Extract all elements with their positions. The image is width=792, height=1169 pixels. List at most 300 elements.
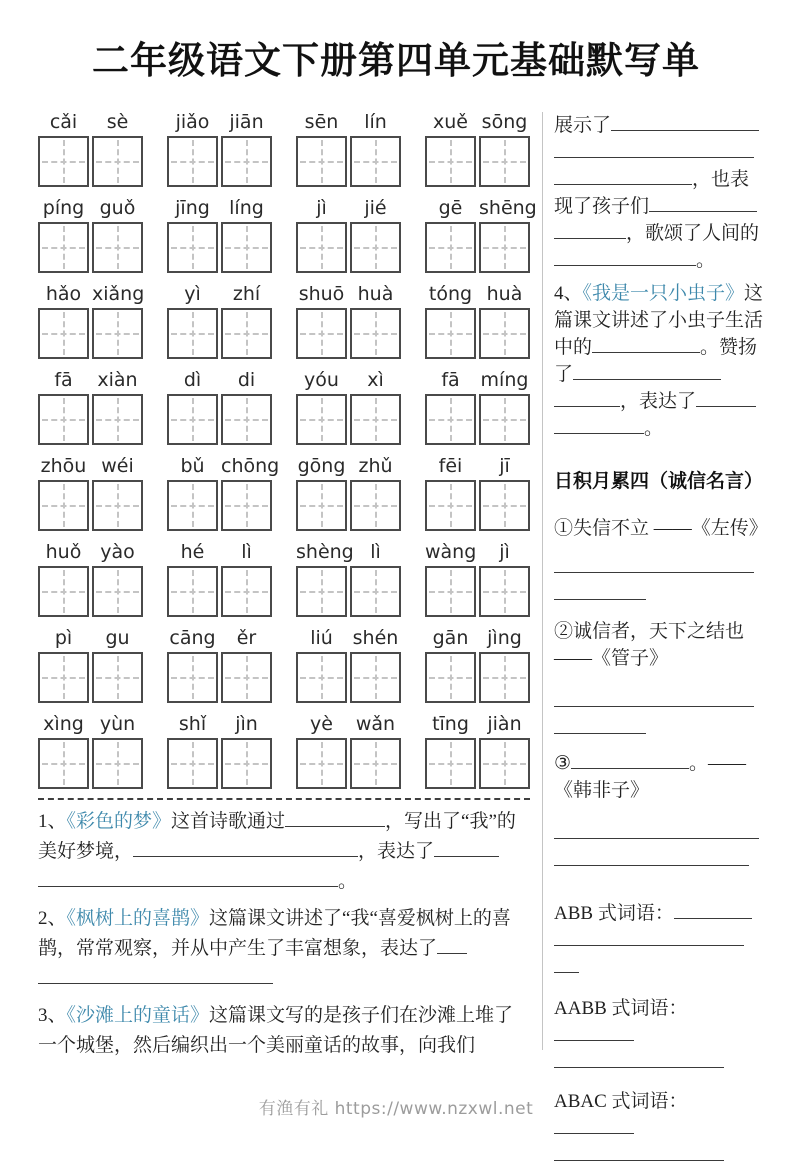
pinyin-labels xyxy=(296,454,401,478)
character-boxes xyxy=(38,480,143,531)
character-boxes xyxy=(167,566,272,617)
character-boxes xyxy=(296,652,401,703)
pinyin-labels xyxy=(167,368,272,392)
character-boxes xyxy=(425,308,530,359)
pinyin-labels xyxy=(38,196,143,220)
pinyin-labels xyxy=(425,626,530,650)
character-box[interactable] xyxy=(296,480,347,531)
character-box[interactable] xyxy=(38,738,89,789)
paragraph xyxy=(554,900,766,981)
pinyin-syllable: lín xyxy=(364,111,387,133)
character-box[interactable] xyxy=(92,566,143,617)
pinyin-syllable: xìng xyxy=(43,713,84,735)
pinyin-labels xyxy=(425,454,530,478)
blank-line[interactable] xyxy=(571,753,689,769)
pinyin-word-pair xyxy=(296,712,401,789)
dashed-separator xyxy=(38,798,530,800)
blank-line[interactable] xyxy=(592,337,700,353)
character-boxes xyxy=(425,394,530,445)
pinyin-word-pair xyxy=(38,454,143,531)
character-box[interactable] xyxy=(479,136,530,187)
text-run: ABAC 式词语： xyxy=(554,1091,688,1112)
character-box[interactable] xyxy=(38,394,89,445)
pinyin-labels xyxy=(167,712,272,736)
pinyin-word-pair xyxy=(425,196,537,273)
pinyin-syllable: huǒ xyxy=(45,541,82,563)
pinyin-row xyxy=(38,454,530,531)
pinyin-syllable: hǎo xyxy=(45,283,82,305)
pinyin-word-pair xyxy=(425,368,530,445)
blank-line[interactable] xyxy=(554,1145,724,1161)
pinyin-syllable: yóu xyxy=(304,369,339,391)
pinyin-syllable: pì xyxy=(54,627,73,649)
blank-line[interactable] xyxy=(554,691,754,707)
character-boxes xyxy=(167,308,272,359)
blank-line[interactable] xyxy=(554,718,646,734)
text-run: 。 xyxy=(696,250,716,271)
pinyin-syllable: ěr xyxy=(236,627,257,649)
pinyin-syllable: shén xyxy=(352,627,399,649)
pinyin-labels xyxy=(425,368,530,392)
pinyin-syllable: jīng xyxy=(175,197,210,219)
pinyin-syllable: shǐ xyxy=(178,713,207,735)
column-divider xyxy=(542,112,543,1050)
character-boxes xyxy=(38,394,143,445)
pinyin-word-pair xyxy=(425,540,530,617)
pinyin-labels xyxy=(296,196,401,220)
pinyin-word-pair xyxy=(425,110,530,187)
character-box[interactable] xyxy=(92,222,143,273)
blank-line[interactable] xyxy=(649,196,757,212)
character-boxes xyxy=(167,652,272,703)
pinyin-syllable: jìn xyxy=(235,713,258,735)
character-box[interactable] xyxy=(296,222,347,273)
blank-line[interactable] xyxy=(554,1118,634,1134)
lesson-title-text: 《沙滩上的童话》 xyxy=(66,1005,210,1026)
pinyin-syllable: xiǎng xyxy=(92,283,145,305)
blank-line[interactable] xyxy=(554,391,620,407)
character-box[interactable] xyxy=(425,652,476,703)
pinyin-labels xyxy=(425,540,530,564)
blank-line[interactable] xyxy=(674,903,752,919)
pinyin-word-pair xyxy=(425,282,530,359)
pinyin-word-pair xyxy=(38,110,143,187)
pinyin-syllable: liú xyxy=(310,627,333,649)
pinyin-syllable: wàng xyxy=(425,541,477,563)
pinyin-row xyxy=(38,196,537,273)
character-box[interactable] xyxy=(38,480,89,531)
character-boxes xyxy=(296,738,401,789)
character-box[interactable] xyxy=(296,652,347,703)
character-box[interactable] xyxy=(92,652,143,703)
character-boxes xyxy=(167,222,272,273)
pinyin-syllable: fā xyxy=(54,369,73,391)
blank-line[interactable] xyxy=(434,841,499,857)
blank-line[interactable] xyxy=(554,850,749,866)
pinyin-syllable: jié xyxy=(364,197,387,219)
blank-line[interactable] xyxy=(696,391,756,407)
character-boxes xyxy=(425,566,530,617)
blank-line[interactable] xyxy=(573,364,721,380)
character-boxes xyxy=(425,222,530,273)
blank-line[interactable] xyxy=(554,930,744,946)
pinyin-labels xyxy=(38,540,143,564)
paragraph xyxy=(554,820,766,874)
paragraph xyxy=(554,750,766,804)
text-run: 展示了 xyxy=(554,115,612,136)
pinyin-syllable: huà xyxy=(357,283,394,305)
pinyin-syllable: chōng xyxy=(221,455,280,477)
pinyin-word-pair xyxy=(425,712,530,789)
text-run: ，表达了 xyxy=(358,841,435,862)
character-boxes xyxy=(38,566,143,617)
character-box[interactable] xyxy=(350,222,401,273)
character-boxes xyxy=(296,480,401,531)
character-box[interactable] xyxy=(92,136,143,187)
pinyin-labels xyxy=(167,110,272,134)
character-box[interactable] xyxy=(425,394,476,445)
pinyin-syllable: jiān xyxy=(229,111,264,133)
character-box[interactable] xyxy=(92,308,143,359)
question xyxy=(38,904,530,994)
text-run: ①失信不立 ——《左传》 xyxy=(554,518,768,539)
pinyin-syllable: lì xyxy=(241,541,252,563)
pinyin-labels xyxy=(38,368,143,392)
pinyin-labels xyxy=(296,626,401,650)
pinyin-labels xyxy=(425,196,537,220)
character-box[interactable] xyxy=(167,222,218,273)
blank-line[interactable] xyxy=(554,142,754,158)
pinyin-syllable: gān xyxy=(432,627,469,649)
text-run: ②诚信者，天下之结也——《管子》 xyxy=(554,621,745,669)
pinyin-syllable: jiàn xyxy=(487,713,522,735)
character-boxes xyxy=(167,480,272,531)
pinyin-word-pair xyxy=(296,282,401,359)
text-run: 4、 xyxy=(554,283,583,304)
character-box[interactable] xyxy=(425,308,476,359)
character-box[interactable] xyxy=(479,738,530,789)
character-box[interactable] xyxy=(167,480,218,531)
character-box[interactable] xyxy=(350,738,401,789)
blank-line[interactable] xyxy=(554,250,696,266)
pinyin-labels xyxy=(167,282,272,306)
character-box[interactable] xyxy=(350,308,401,359)
lesson-title-text: 《枫树上的喜鹊》 xyxy=(66,908,210,929)
paragraph xyxy=(554,618,766,672)
pinyin-word-pair xyxy=(167,454,280,531)
text-run: 。 xyxy=(644,418,664,439)
pinyin-labels xyxy=(296,368,401,392)
pinyin-syllable: jī xyxy=(499,455,510,477)
character-box[interactable] xyxy=(425,222,476,273)
character-box[interactable] xyxy=(479,222,530,273)
paragraph xyxy=(554,515,766,542)
pinyin-labels xyxy=(38,626,143,650)
text-run: AABB 式词语： xyxy=(554,998,688,1019)
blank-line[interactable] xyxy=(133,841,358,857)
pinyin-labels xyxy=(296,712,401,736)
pinyin-word-pair xyxy=(38,626,143,703)
pinyin-syllable: xiàn xyxy=(97,369,138,391)
pinyin-syllable: xuě xyxy=(433,111,468,133)
text-run: ，表达了 xyxy=(620,391,697,412)
pinyin-row xyxy=(38,540,530,617)
pinyin-row xyxy=(38,712,530,789)
text-run: 3、 xyxy=(38,1005,67,1026)
pinyin-syllable: gē xyxy=(438,197,463,219)
blank-line[interactable] xyxy=(554,957,579,973)
pinyin-syllable: sōng xyxy=(481,111,528,133)
character-box[interactable] xyxy=(38,222,89,273)
pinyin-labels xyxy=(38,282,143,306)
character-box[interactable] xyxy=(92,738,143,789)
pinyin-labels xyxy=(167,540,272,564)
pinyin-row xyxy=(38,368,530,445)
pinyin-syllable: guǒ xyxy=(99,197,136,219)
text-run: 这首诗歌通过 xyxy=(171,811,286,832)
blank-line[interactable] xyxy=(38,871,338,887)
pinyin-syllable: lì xyxy=(370,541,381,563)
character-box[interactable] xyxy=(425,136,476,187)
pinyin-grid xyxy=(38,110,537,789)
text-run: ABB 式词语： xyxy=(554,903,674,924)
pinyin-word-pair xyxy=(296,540,401,617)
worksheet-page xyxy=(0,30,792,1152)
blank-line[interactable] xyxy=(554,223,626,239)
blank-line[interactable] xyxy=(611,115,759,131)
text-run: 这篇课文写的是孩子们在沙滩上堆了一个城堡，然后编织出一个美丽童话的故事，向我们 xyxy=(38,1005,514,1056)
pinyin-labels xyxy=(425,712,530,736)
pinyin-word-pair xyxy=(38,196,143,273)
paragraph xyxy=(554,280,766,442)
character-box[interactable] xyxy=(221,566,272,617)
pinyin-row xyxy=(38,282,530,359)
blank-line[interactable] xyxy=(437,938,467,954)
pinyin-labels xyxy=(167,454,280,478)
character-box[interactable] xyxy=(38,136,89,187)
pinyin-syllable: di xyxy=(237,369,256,391)
character-box[interactable] xyxy=(425,566,476,617)
text-run: ，歌颂了人间的 xyxy=(626,223,760,244)
pinyin-syllable: sēn xyxy=(304,111,339,133)
pinyin-syllable: bǔ xyxy=(180,455,205,477)
character-box[interactable] xyxy=(479,566,530,617)
blank-line[interactable] xyxy=(554,1052,724,1068)
blank-line[interactable] xyxy=(554,169,692,185)
section-heading: 日积月累四（诚信名言） xyxy=(554,471,764,492)
blank-line[interactable] xyxy=(38,968,273,984)
pinyin-labels xyxy=(425,282,530,306)
pinyin-syllable: yào xyxy=(100,541,135,563)
character-box[interactable] xyxy=(296,136,347,187)
pinyin-syllable: yì xyxy=(184,283,201,305)
pinyin-word-pair xyxy=(167,368,272,445)
character-box[interactable] xyxy=(167,308,218,359)
footer-watermark: 有渔有礼 https://www.nzxwl.net xyxy=(258,1099,534,1119)
pinyin-labels xyxy=(38,454,143,478)
character-box[interactable] xyxy=(221,136,272,187)
character-box[interactable] xyxy=(221,738,272,789)
content-columns xyxy=(0,104,792,1169)
character-box[interactable] xyxy=(221,308,272,359)
pinyin-word-pair xyxy=(425,626,530,703)
left-column xyxy=(38,104,537,1061)
character-boxes xyxy=(38,222,143,273)
character-boxes xyxy=(38,738,143,789)
character-box[interactable] xyxy=(92,394,143,445)
pinyin-syllable: cǎi xyxy=(49,111,78,133)
pinyin-syllable: píng xyxy=(42,197,85,219)
pinyin-syllable: gu xyxy=(105,627,130,649)
pinyin-syllable: wéi xyxy=(101,455,134,477)
character-box[interactable] xyxy=(167,136,218,187)
blank-line[interactable] xyxy=(554,823,759,839)
pinyin-row xyxy=(38,626,530,703)
character-box[interactable] xyxy=(350,566,401,617)
character-box[interactable] xyxy=(38,652,89,703)
paragraph xyxy=(554,688,766,742)
character-box[interactable] xyxy=(425,738,476,789)
paragraph xyxy=(554,112,766,274)
pinyin-word-pair xyxy=(167,626,272,703)
pinyin-word-pair xyxy=(167,196,272,273)
pinyin-syllable: shuō xyxy=(298,283,345,305)
pinyin-syllable: míng xyxy=(480,369,529,391)
character-boxes xyxy=(38,136,143,187)
pinyin-syllable: jì xyxy=(316,197,327,219)
pinyin-word-pair xyxy=(296,196,401,273)
text-run: 2、 xyxy=(38,908,67,929)
pinyin-labels xyxy=(296,110,401,134)
character-boxes xyxy=(425,738,530,789)
pinyin-syllable: jìng xyxy=(487,627,522,649)
pinyin-syllable: gōng xyxy=(297,455,346,477)
character-box[interactable] xyxy=(296,308,347,359)
pinyin-labels xyxy=(167,626,272,650)
text-run: 1、 xyxy=(38,811,67,832)
pinyin-word-pair xyxy=(296,110,401,187)
lesson-title-text: 《我是一只小虫子》 xyxy=(582,283,745,304)
pinyin-word-pair xyxy=(167,712,272,789)
character-box[interactable] xyxy=(350,136,401,187)
pinyin-word-pair xyxy=(38,712,143,789)
text-run: ，写出了“我”的美好梦境， xyxy=(38,811,516,862)
pinyin-word-pair xyxy=(167,540,272,617)
pinyin-syllable: líng xyxy=(229,197,264,219)
pinyin-syllable: cāng xyxy=(169,627,216,649)
blank-line[interactable] xyxy=(554,418,644,434)
character-boxes xyxy=(296,136,401,187)
pinyin-syllable: zhōu xyxy=(40,455,87,477)
character-boxes xyxy=(296,566,401,617)
character-box[interactable] xyxy=(296,566,347,617)
character-box[interactable] xyxy=(167,394,218,445)
pinyin-word-pair xyxy=(38,282,143,359)
character-boxes xyxy=(38,652,143,703)
character-box[interactable] xyxy=(479,308,530,359)
pinyin-labels xyxy=(296,282,401,306)
pinyin-row xyxy=(38,110,530,187)
text-run: 这篇课文讲述了“我“喜爱枫树上的喜鹊，常常观察，并从中产生了丰富想象，表达了 xyxy=(38,908,511,959)
blank-line[interactable] xyxy=(285,811,385,827)
character-box[interactable] xyxy=(92,480,143,531)
character-box[interactable] xyxy=(167,566,218,617)
character-box[interactable] xyxy=(167,652,218,703)
character-boxes xyxy=(425,136,530,187)
pinyin-word-pair xyxy=(425,454,530,531)
character-box[interactable] xyxy=(296,394,347,445)
pinyin-syllable: hé xyxy=(180,541,205,563)
character-box[interactable] xyxy=(296,738,347,789)
character-box[interactable] xyxy=(221,394,272,445)
pinyin-syllable: fēi xyxy=(438,455,463,477)
pinyin-word-pair xyxy=(296,368,401,445)
pinyin-word-pair xyxy=(38,368,143,445)
blank-line[interactable] xyxy=(554,584,646,600)
character-boxes xyxy=(425,480,530,531)
character-box[interactable] xyxy=(479,652,530,703)
pinyin-syllable: jì xyxy=(499,541,510,563)
character-boxes xyxy=(296,394,401,445)
pinyin-labels xyxy=(38,110,143,134)
lesson-title-text: 《彩色的梦》 xyxy=(66,811,172,832)
paragraph xyxy=(554,995,766,1076)
question xyxy=(38,807,530,897)
pinyin-word-pair xyxy=(38,540,143,617)
character-box[interactable] xyxy=(479,394,530,445)
pinyin-labels xyxy=(167,196,272,220)
character-box[interactable] xyxy=(221,480,272,531)
character-box[interactable] xyxy=(350,652,401,703)
pinyin-word-pair xyxy=(167,282,272,359)
pinyin-word-pair xyxy=(296,454,401,531)
pinyin-syllable: sè xyxy=(106,111,129,133)
character-box[interactable] xyxy=(167,738,218,789)
character-box[interactable] xyxy=(350,394,401,445)
pinyin-syllable: yè xyxy=(310,713,333,735)
character-boxes xyxy=(38,308,143,359)
blank-line[interactable] xyxy=(554,557,754,573)
paragraph xyxy=(554,554,766,608)
character-boxes xyxy=(167,394,272,445)
character-boxes xyxy=(167,738,272,789)
page-title: 二年级语文下册第四单元基础默写单 xyxy=(92,41,700,82)
character-box[interactable] xyxy=(479,480,530,531)
character-box[interactable] xyxy=(38,308,89,359)
pinyin-word-pair xyxy=(296,626,401,703)
character-box[interactable] xyxy=(350,480,401,531)
pinyin-labels xyxy=(296,540,401,564)
right-column xyxy=(554,104,766,1169)
pinyin-syllable: huà xyxy=(486,283,523,305)
pinyin-syllable: shēng xyxy=(479,197,537,219)
character-box[interactable] xyxy=(425,480,476,531)
text-run: 。——《韩非子》 xyxy=(554,753,747,801)
question xyxy=(38,1001,530,1061)
text-run: 。赞扬了 xyxy=(554,337,758,385)
character-box[interactable] xyxy=(38,566,89,617)
pinyin-syllable: yùn xyxy=(99,713,136,735)
pinyin-word-pair xyxy=(167,110,272,187)
character-box[interactable] xyxy=(221,222,272,273)
text-run: 这篇课文讲述了小虫子生活中的 xyxy=(554,283,764,358)
character-box[interactable] xyxy=(221,652,272,703)
blank-line[interactable] xyxy=(554,1025,634,1041)
pinyin-labels xyxy=(38,712,143,736)
text-run: ，也表现了孩子们 xyxy=(554,169,750,217)
character-boxes xyxy=(167,136,272,187)
text-run: ③ xyxy=(554,753,572,774)
